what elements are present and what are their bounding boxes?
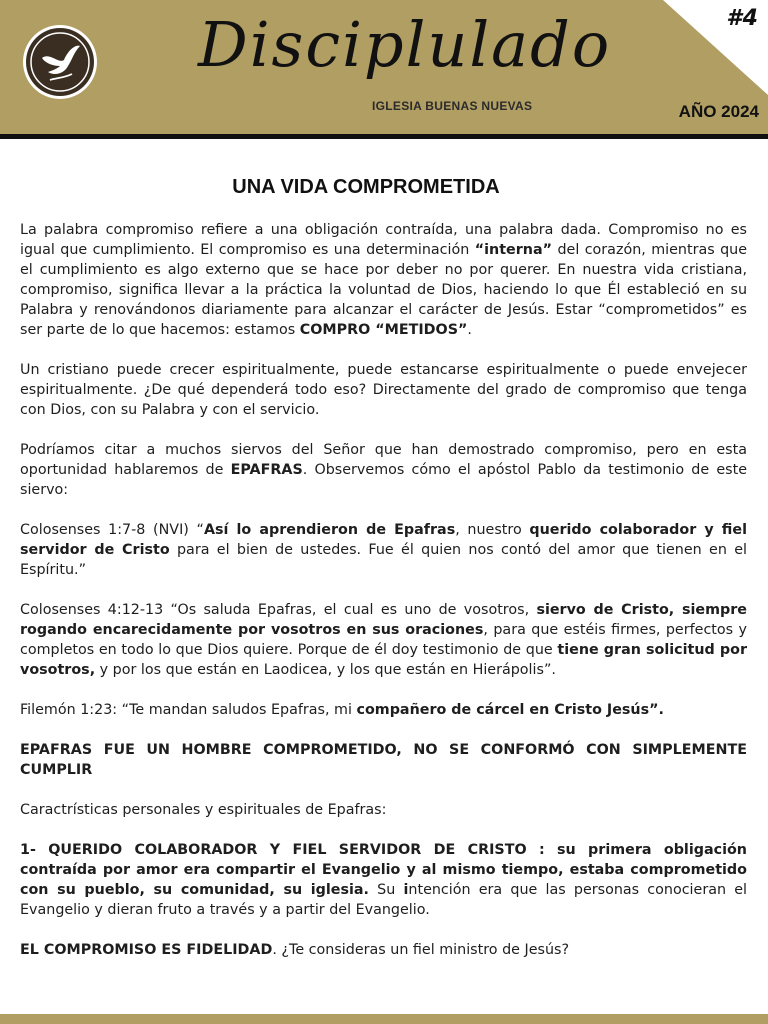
text-span: para el bien de ustedes. Fue él quien nos contó del amor que tienen en el Espíritu.”	[20, 542, 747, 578]
text-span: . Observemos cómo el apóstol Pablo da testimonio de este siervo:	[20, 462, 747, 498]
bold-span: Así lo aprendieron de Epafras	[203, 522, 456, 538]
text-span: ntención era que las personas conocieran el Evangelio y dieran fruto a través y a partir del Evangelio.	[20, 882, 747, 918]
text-span: .	[467, 322, 472, 338]
paragraph-colosenses-4	[20, 600, 747, 680]
bold-span: i	[403, 882, 409, 898]
bold-span: siervo de Cristo, siempre rogando encarecidamente por vosotros en sus oraciones	[20, 602, 747, 638]
text-span: Filemón 1:23: “Te mandan saludos Epafras, mi	[20, 702, 357, 718]
header-divider	[0, 134, 768, 139]
text-span: Colosenses 1:7-8 (NVI) “	[20, 522, 204, 538]
text-span: . ¿Te consideras un fiel ministro de Jesús?	[272, 942, 570, 958]
header-subtitle: IGLESIA BUENAS NUEVAS	[372, 99, 533, 113]
bold-span: compañero de cárcel en Cristo Jesús”.	[356, 702, 664, 718]
document-title: UNA VIDA COMPROMETIDA	[232, 176, 500, 198]
paragraph-fidelity	[20, 940, 747, 960]
bold-span: tiene gran solicitud por vosotros,	[20, 642, 748, 678]
bold-span: “interna”	[474, 242, 553, 258]
year-label: AÑO 2024	[678, 102, 759, 121]
text-span: , para que estéis firmes, perfectos y completos en todo lo que Dios quiere. Porque de él doy testimonio de que	[20, 622, 747, 658]
bold-span: EPAFRAS FUE UN HOMBRE COMPROMETIDO, NO SE CONFORMÓ CON SIMPLEMENTE CUMPLIR	[20, 742, 747, 778]
text-span: La palabra compromiso refiere a una obligación contraída, una palabra dada. Compromiso no es igual que cumplimiento. El compromiso es una determinación	[20, 222, 747, 258]
text-span: Colosenses 4:12-13 “Os saluda Epafras, el cual es uno de vosotros,	[20, 602, 537, 618]
dove-logo-icon	[20, 24, 100, 100]
paragraph-definition	[20, 220, 747, 340]
bold-span: EPAFRAS	[230, 462, 303, 478]
header-title: Disciplulado	[198, 8, 612, 81]
paragraph-point-1	[20, 840, 747, 920]
text-span: Podríamos citar a muchos siervos del Señor que han demostrado compromiso, pero en esta oportunidad hablaremos de	[20, 442, 747, 478]
paragraph-growth: Un cristiano puede crecer espiritualmente, puede estancarse espiritualmente o puede envejecer espiritualmente. ¿De qué dependerá todo eso? Directamente del grado de compromiso que tenga con Dios, con su Palabra y con el servicio.	[20, 362, 747, 418]
bold-span: querido colaborador y fiel servidor de Cristo	[20, 522, 747, 558]
bold-span: EL COMPROMISO ES FIDELIDAD	[20, 942, 273, 958]
document-body	[20, 220, 747, 980]
footer-band	[0, 1014, 768, 1024]
issue-number: #4	[726, 6, 759, 31]
bold-span: COMPRO “METIDOS”	[299, 322, 468, 338]
paragraph-characteristics: Caractrísticas personales y espirituales de Epafras:	[20, 802, 387, 818]
text-span: del corazón, mientras que el cumplimiento es algo externo que se hace por deber no por querer. En nuestra vida cristiana, compromiso, significa llevar a la práctica la voluntad de Dios, haciendo lo que Él estableció en su Palabra y renovándonos diariamente para alcanzar el carácter de Jesús. Estar “comprometidos” es ser parte de lo que hacemos: estamos	[20, 242, 748, 338]
text-span: Su	[368, 882, 404, 898]
paragraph-colosenses-1	[20, 520, 747, 580]
paragraph-epafras-intro	[20, 440, 747, 500]
text-span: y por los que están en Laodicea, y los que están en Hierápolis”.	[95, 662, 556, 678]
text-span: , nuestro	[455, 522, 530, 538]
bold-span: 1- QUERIDO COLABORADOR Y FIEL SERVIDOR DE CRISTO : su primera obligación contraída por amor era compartir el Evangelio y al mismo tiempo, estaba comprometido con su pueblo, su comunidad, su iglesia.	[20, 842, 747, 898]
paragraph-filemon	[20, 700, 747, 720]
paragraph-heading-committed	[20, 740, 747, 780]
